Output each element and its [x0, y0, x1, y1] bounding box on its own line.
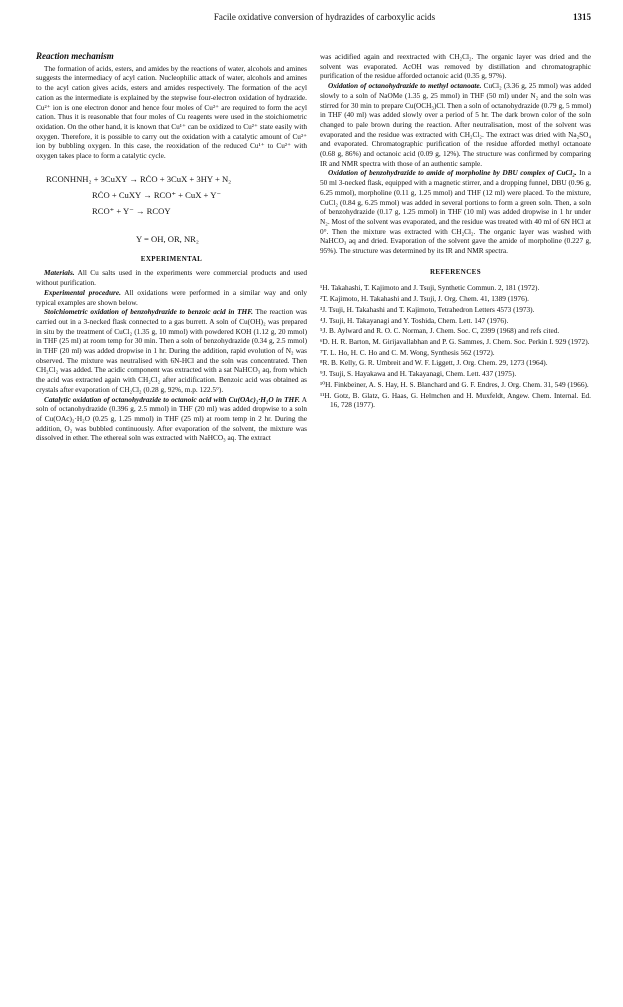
continued-paragraph: was acidified again and reextracted with CH₂Cl₂. The organic layer was dried and the solvent was evaporated. AcOH was removed by distillation and chromatographic purification of the residue afforded octanoic acid (0.35 g, 97%). [320, 52, 591, 81]
two-column-body [36, 52, 591, 443]
equation-3: RCO⁺ + Y⁻ → RCOY [92, 205, 171, 216]
benzo-text: In a 50 ml 3-necked flask, equipped with a magnetic stirrer, and a dropping funnel, DBU (0.96 g, 6.25 mmol), morpholine (0.11 g, 1.25 mmol) and THF (12 ml) were placed. To the mixture, CuCl₂ (0.84 g, 6.25 mmol) was added in several portions to form a green soln. Then, a soln of benzohydrazide (0.17 g, 1.25 mmol) in THF (10 ml) was added dropwise in 1 hr under N₂. Most of the solvent was evaporated, and the residue was treated with 40 ml of 6N HCl at 0°. Then the mixture was extracted with CH₂Cl₂. The organic layer was washed with NaHCO₃ aq and dried. Evaporation of the solvent gave the amide of morpholine (0.227 g, 95%). The structure was determined by its IR and NMR spectra. [320, 168, 591, 256]
procedure-paragraph [36, 288, 307, 307]
reference-item: ⁵J. B. Aylward and R. O. C. Norman, J. Chem. Soc. C, 2399 (1968) and refs cited. [320, 326, 560, 336]
reference-item: ⁹J. Tsuji, S. Hayakawa and H. Takayanagi, Chem. Lett. 437 (1975). [320, 369, 517, 379]
equation-1: RCONHNH₂ + 3CuXY → RĊO + 3CuX + 3HY + N₂ [46, 173, 232, 184]
reference-item: ²T. Kajimoto, H. Takahashi and J. Tsuji, J. Org. Chem. 41, 1389 (1976). [320, 294, 529, 304]
methyl-label: Oxidation of octanohydrazide to methyl octanoate. [328, 81, 482, 91]
stoich-text: The reaction was carried out in a 3-necked flask connected to a gas burrett. A soln of Cu(OH)₂ was prepared in situ by the treatment of CuCl₂ (1.35 g, 10 mmol) with powdered KOH (1.12 g, 20 mmol) in THF (25 ml) at room temp for 30 min. Then a soln of benzohydrazide (0.34 g, 2.5 mmol) in THF (20 ml) was added dropwise in 1 hr. During the addition, rapid evolution of N₂ was observed. The mixture was neutralised with 6N-HCl and the soln was concentrated. Then CH₂Cl₂ was added. The acidic component was extracted with a sat NaHCO₃ aq, from which the acid was extracted again with CH₂Cl₂ after acidification. Benzoic acid was obtained as crystals after evaporation of CH₂Cl₂ (0.28 g, 92%, m.p. 122.5°). [36, 307, 307, 394]
catalytic-paragraph [36, 395, 307, 444]
right-column [320, 52, 591, 443]
references-heading: REFERENCES [429, 267, 482, 276]
procedure-label: Experimental procedure. [44, 287, 121, 297]
materials-paragraph [36, 268, 307, 287]
experimental-heading: EXPERIMENTAL [140, 254, 203, 263]
reference-item: ⁴J. Tsuji, H. Takayanagi and Y. Toshida, Chem. Lett. 147 (1976). [320, 315, 509, 325]
reference-item: ¹H. Takahashi, T. Kajimoto and J. Tsuji, Synthetic Commun. 2, 181 (1972). [320, 283, 540, 293]
section-title-reaction-mechanism: Reaction mechanism [36, 51, 114, 61]
reference-item: ⁶D. H. R. Barton, M. Girijavallabhan and P. G. Sammes, J. Chem. Soc. Perkin I. 929 (1972). [320, 336, 590, 346]
journal-page [36, 12, 591, 443]
left-column [36, 52, 307, 443]
running-title: Facile oxidative conversion of hydrazides of carboxylic acids [213, 12, 436, 22]
reference-item: ³J. Tsuji, H. Takahashi and T. Kajimoto, Tetrahedron Letters 4573 (1973). [320, 304, 535, 314]
benzo-paragraph [320, 168, 591, 255]
materials-label: Materials. [44, 268, 75, 278]
equation-2: RĊO + CuXY → RCO⁺ + CuX + Y⁻ [92, 189, 221, 200]
stoich-label: Stoichiometric oxidation of benzohydrazide to benzoic acid in THF. [44, 307, 253, 317]
reaction-scheme [36, 171, 307, 247]
page-number: 1315 [573, 12, 591, 22]
reference-item: ⁸R. B. Kelly, G. R. Umbreit and W. F. Liggett, J. Org. Chem. 29, 1273 (1964). [320, 358, 548, 368]
mechanism-paragraph: The formation of acids, esters, and amides by the reactions of water, alcohols and amines suggests the intermediacy of acyl cation. Nucleophilic attack of water, alcohols and amines to the acyl cation gives acids, esters and amides respectively. The formation of the acyl cation as the intermediate is explained by the stepwise four-electron oxidation of hydrazide. Cu²⁺ ion is one electron donor and hence four moles of Cu²⁺ are required to form the acyl cation. Thus it is reasonable that four moles of Cu reagents were used in the stoichiometric oxidation. On the other hand, it is known that Cu¹⁺ can be oxidized to Cu²⁺ state easily with oxygen. Therefore, it is possible to carry out the oxidation with a catalytic amount of Cu²⁺ ion by bubbling oxygen. In this case, the reoxidation of the reduced Cu¹⁺ to Cu²⁺ with oxygen takes place to form a catalytic cycle. [36, 63, 307, 161]
references-list [320, 283, 591, 409]
reference-item: ¹⁰H. Finkbeiner, A. S. Hay, H. S. Blanchard and G. F. Endres, J. Org. Chem. 31, 549 (1966). [320, 379, 589, 389]
reference-item: ⁷T. L. Ho, H. C. Ho and C. M. Wong, Synthesis 562 (1972). [320, 347, 495, 357]
benzo-label: Oxidation of benzohydrazide to amide of morpholine by DBU complex of CuCl₂. [328, 168, 577, 178]
procedure-text: All oxidations were performed in a similar way and only typical examples are shown below. [36, 287, 307, 307]
catalytic-label: Catalytic oxidation of octanohydrazide to octanoic acid with Cu(OAc)₂·H₂O in THF. [44, 394, 300, 404]
page-header [36, 12, 591, 26]
catalytic-text: A soln of octanohydrazide (0.396 g, 2.5 mmol) in THF (20 ml) was added dropwise to a soln of Cu(OAc)₂·H₂O (0.25 g, 1.25 mmol) in THF (25 ml) at room temp in 2 hr. During the addition, O₂ was bubbled continuously. After evaporation of the solvent, the mixture was dissolved in ether. The ethereal soln was extracted with NaHCO₃ aq. The extract [36, 394, 307, 443]
reference-item: ¹¹H. Gotz, B. Glatz, G. Haas, G. Helmchen and H. Muxfeldt, Angew. Chem. Internal. Ed. 16, 728 (1977). [320, 390, 591, 410]
methyl-text: CuCl₂ (3.36 g, 25 mmol) was added slowly to a soln of NaOMe (1.35 g, 25 mmol) in THF (50 ml) under N₂ and the soln was stirred for 30 min to prepare Cu(OCH₃)Cl. Then a soln of octanohydrazide (0.79 g, 5 mmol) in THF (40 ml) was added slowly over a period of 5 hr. The dark brown color of the soln changed to pale brown during the reaction. After neutralisation, most of the solvent was evaporated and the residue was extracted with CH₂Cl₂. The extract was dried with Na₂SO₄ and evaporated. Chromatographic purification of the residue afforded methyl octanoate (0.68 g, 86%) and octanoic acid (0.09 g, 12%). The structure was confirmed by comparing IR and NMR spectra with those of an authentic sample. [320, 81, 591, 168]
stoich-paragraph [36, 307, 307, 394]
equation-4: Y = OH, OR, NR₂ [136, 233, 199, 244]
methyl-paragraph [320, 81, 591, 168]
materials-text: All Cu salts used in the experiments were commercial products and used without purification. [36, 268, 307, 288]
